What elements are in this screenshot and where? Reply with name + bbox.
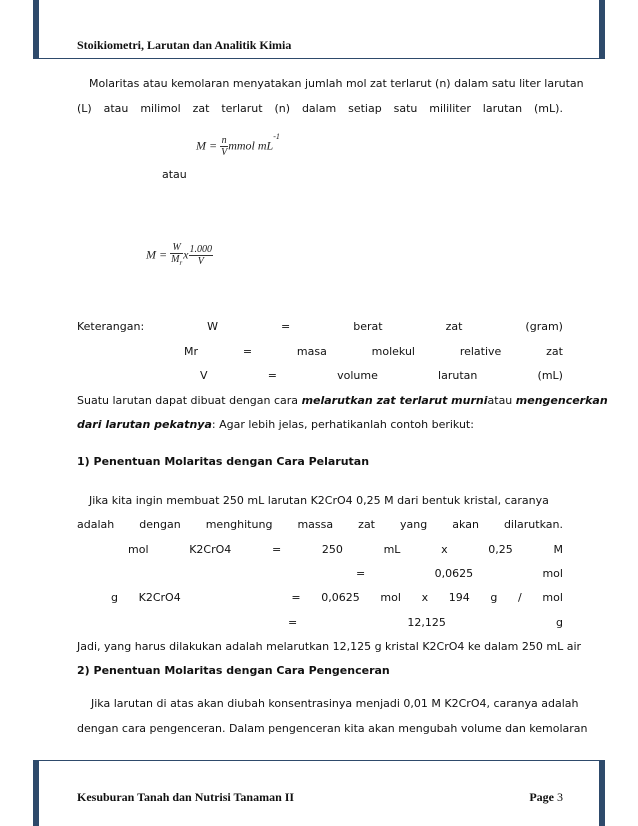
right-bottom-border [599, 760, 605, 826]
word: volume [337, 369, 378, 382]
denominator: V [221, 147, 228, 158]
word: zat [192, 102, 210, 115]
calc-term: 12,125 [407, 616, 446, 629]
calc-row-3 [111, 591, 563, 605]
para1-line1: Molaritas atau kemolaran menyatakan jumlah mol zat terlarut (n) dalam satu liter larutan [89, 77, 584, 90]
calc-term: = [271, 543, 282, 556]
calc-term: x [441, 543, 448, 556]
calc-row-4 [288, 616, 563, 630]
calc-row-2 [356, 567, 563, 581]
word: dengan [139, 518, 181, 531]
word: larutan [438, 369, 478, 382]
keterangan-row-1 [77, 320, 563, 334]
word: zat [546, 345, 563, 358]
word: setiap [348, 102, 382, 115]
calc-term: = [291, 591, 301, 604]
word: yang [400, 518, 428, 531]
calc-term: K2CrO4 [138, 591, 181, 604]
denominator [170, 254, 183, 269]
word: massa [297, 518, 334, 531]
section1-line1: Jika kita ingin membuat 250 mL larutan K2CrO4 0,25 M dari bentuk kristal, caranya [89, 494, 549, 507]
calc-term: mL [383, 543, 401, 556]
section1-title: 1) Penentuan Molaritas dengan Cara Pelarutan [77, 455, 370, 468]
word: (mL) [537, 369, 563, 382]
symbol: V [200, 369, 208, 382]
header-title: Stoikiometri, Larutan dan Analitik Kimia [77, 38, 292, 52]
keterangan-label: Keterangan: [77, 320, 145, 333]
fraction [220, 135, 228, 158]
section2-line2: dengan cara pengenceran. Dalam pengenceran kita akan mengubah volume dan kemolaran [77, 722, 588, 735]
calc-row-1 [128, 543, 563, 557]
calc-term: 194 [448, 591, 470, 604]
word: dalam [301, 102, 337, 115]
word: satu [393, 102, 418, 115]
word: larutan [482, 102, 523, 115]
word: masa [296, 345, 327, 358]
footer-title: Kesuburan Tanah dan Nutrisi Tanaman II [77, 790, 295, 804]
calc-term: 0,0625 [434, 567, 474, 580]
denominator: V [197, 256, 204, 267]
page-number [529, 790, 563, 805]
text: Suatu larutan dapat dibuat dengan cara [77, 394, 302, 407]
calc-term: M [553, 543, 563, 556]
atau-label: atau [162, 168, 187, 181]
equals: = [267, 369, 277, 382]
calc-term: 250 [321, 543, 343, 556]
calc-term: 0,0625 [321, 591, 360, 604]
page-number-value: 3 [557, 790, 563, 804]
section1-line2 [77, 518, 563, 532]
fraction-1000-v [189, 244, 214, 267]
numerator: W [170, 242, 183, 254]
calc-term: g [556, 616, 563, 629]
calc-term: g [111, 591, 118, 604]
footer-rule [33, 760, 605, 761]
left-bottom-border [33, 760, 39, 826]
emphasis: dari larutan pekatnya [77, 418, 212, 431]
symbol: Mr [184, 345, 199, 358]
formula-units: mmol mL [228, 138, 274, 153]
text: atau [487, 394, 516, 407]
calc-term: mol [380, 591, 401, 604]
keterangan-row-2 [184, 345, 563, 359]
equals: = [242, 345, 253, 358]
para2-line2 [77, 418, 563, 432]
word: (n) [274, 102, 291, 115]
numerator: 1.000 [189, 244, 212, 255]
word: (gram) [525, 320, 563, 333]
denominator-subscript: r [179, 259, 183, 267]
emphasis: mengencerkan [515, 394, 608, 407]
calc-term: x [421, 591, 429, 604]
formula-lhs: M = [146, 247, 168, 262]
equals: = [281, 320, 291, 333]
word: relative [459, 345, 502, 358]
word: terlarut [221, 102, 263, 115]
para2-line1 [77, 394, 608, 408]
symbol: W [207, 320, 219, 333]
fraction-w-mr [170, 242, 183, 269]
calc-term: K2CrO4 [189, 543, 232, 556]
right-top-border [599, 0, 605, 58]
calc-term: mol [542, 591, 563, 604]
page-label: Page [529, 790, 554, 804]
calc-term: mol [128, 543, 149, 556]
emphasis: melarutkan zat terlarut murni [301, 394, 488, 407]
numerator: n [221, 135, 227, 146]
formula-lhs: M = [196, 138, 218, 153]
para1-line2 [77, 102, 563, 116]
word: milimol [140, 102, 181, 115]
word: zat [358, 518, 375, 531]
word: (L) [77, 102, 92, 115]
section2-title: 2) Penentuan Molaritas dengan Cara Pengenceran [77, 664, 390, 677]
header-rule [33, 58, 605, 59]
left-top-border [33, 0, 39, 58]
molarity-formula-2 [146, 242, 213, 269]
word: berat [353, 320, 383, 333]
section2-line1: Jika larutan di atas akan diubah konsentrasinya menjadi 0,01 M K2CrO4, caranya adalah [91, 697, 579, 710]
word: (mL). [534, 102, 563, 115]
word: zat [445, 320, 463, 333]
text: : Agar lebih jelas, perhatikanlah contoh berikut: [211, 418, 474, 431]
exponent: -1 [273, 132, 280, 141]
molarity-formula-1 [196, 132, 280, 158]
times-sign: x [183, 247, 189, 262]
calc-term: mol [542, 567, 563, 580]
denominator-main: M [171, 254, 180, 265]
calc-term: = [356, 567, 366, 580]
section1-conclusion: Jadi, yang harus dilakukan adalah melarutkan 12,125 g kristal K2CrO4 ke dalam 250 mL air [77, 640, 582, 653]
calc-term: 0,25 [488, 543, 513, 556]
word: adalah [77, 518, 115, 531]
word: akan [452, 518, 479, 531]
calc-term: / [518, 591, 522, 604]
keterangan-row-3 [200, 369, 563, 383]
word: mililiter [429, 102, 471, 115]
calc-term: = [288, 616, 298, 629]
word: atau [103, 102, 129, 115]
word: menghitung [205, 518, 273, 531]
word: dilarutkan. [503, 518, 563, 531]
word: molekul [371, 345, 415, 358]
calc-term: g [490, 591, 498, 604]
